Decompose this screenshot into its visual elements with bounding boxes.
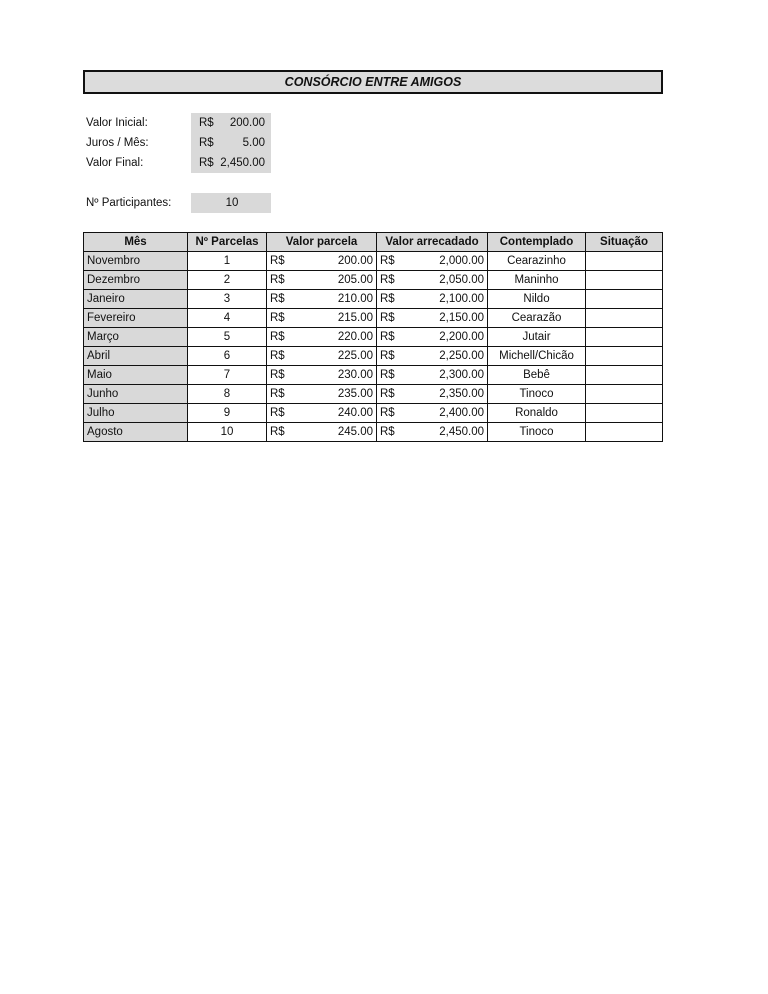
cell-amount: 2,200.00 (439, 331, 484, 343)
cell-mes[interactable] (84, 309, 188, 328)
cell-text: Cearazão (511, 312, 562, 324)
cell-amount: 240.00 (337, 407, 373, 419)
currency-symbol: R$ (270, 388, 285, 400)
cell-mes[interactable] (84, 290, 188, 309)
cell-text: Julho (87, 407, 115, 419)
currency-symbol: R$ (380, 369, 395, 381)
currency-symbol: R$ (270, 350, 285, 362)
cell-text: Ronaldo (515, 407, 558, 419)
currency-symbol: R$ (380, 350, 395, 362)
cell-situacao[interactable] (586, 252, 663, 271)
cell-valor-arrecadado[interactable] (377, 328, 488, 347)
cell-text: 3 (223, 293, 231, 305)
cell-amount: 210.00 (337, 293, 373, 305)
cell-contemplado[interactable] (488, 309, 586, 328)
cell-situacao[interactable] (586, 328, 663, 347)
cell-amount: 2,450.00 (439, 426, 484, 438)
cell-amount: 235.00 (337, 388, 373, 400)
cell-text: Bebê (523, 369, 550, 381)
param-row-participantes (83, 193, 271, 213)
cell-valor-arrecadado[interactable] (377, 347, 488, 366)
cell-mes[interactable] (84, 271, 188, 290)
cell-amount: 2,150.00 (439, 312, 484, 324)
cell-amount: 2,300.00 (439, 369, 484, 381)
param-amount: 2,450.00 (220, 157, 265, 169)
table-row (84, 252, 663, 271)
cell-amount: 220.00 (337, 331, 373, 343)
cell-parcela[interactable] (188, 271, 267, 290)
currency-symbol: R$ (380, 407, 395, 419)
table-row (84, 309, 663, 328)
cell-valor-arrecadado[interactable] (377, 404, 488, 423)
currency-symbol: R$ (380, 293, 395, 305)
param-amount: 5.00 (242, 137, 265, 149)
param-value-participantes[interactable] (191, 193, 271, 213)
cell-valor-parcela[interactable] (267, 271, 377, 290)
currency-symbol: R$ (270, 312, 285, 324)
cell-situacao[interactable] (586, 423, 663, 442)
param-label: Valor Inicial: (86, 117, 148, 129)
cell-amount: 225.00 (337, 350, 373, 362)
sheet-title (83, 70, 663, 94)
cell-text: 1 (223, 255, 231, 267)
cell-text: 7 (223, 369, 231, 381)
cell-text: Jutair (522, 331, 551, 343)
cell-text: Maninho (514, 274, 559, 286)
param-label: Valor Final: (86, 157, 144, 169)
cell-text: Tinoco (519, 388, 554, 400)
table-row (84, 385, 663, 404)
cell-parcela[interactable] (188, 385, 267, 404)
cell-valor-arrecadado[interactable] (377, 271, 488, 290)
cell-situacao[interactable] (586, 404, 663, 423)
header-contemplado[interactable]: Contemplado (488, 233, 586, 252)
cell-amount: 2,000.00 (439, 255, 484, 267)
table-row (84, 347, 663, 366)
cell-amount: 215.00 (337, 312, 373, 324)
cell-valor-arrecadado[interactable] (377, 290, 488, 309)
cell-mes[interactable] (84, 385, 188, 404)
cell-text: Nildo (523, 293, 550, 305)
cell-parcela[interactable] (188, 309, 267, 328)
header-mes[interactable]: Mês (84, 233, 188, 252)
param-value-valor-final[interactable] (191, 153, 271, 173)
cell-text: Cearazinho (507, 255, 566, 267)
currency-symbol: R$ (270, 369, 285, 381)
header-situacao[interactable]: Situação (586, 233, 663, 252)
cell-parcela[interactable] (188, 252, 267, 271)
cell-valor-parcela[interactable] (267, 385, 377, 404)
cell-valor-parcela[interactable] (267, 366, 377, 385)
cell-situacao[interactable] (586, 309, 663, 328)
cell-amount: 2,350.00 (439, 388, 484, 400)
cell-mes[interactable] (84, 328, 188, 347)
cell-contemplado[interactable] (488, 252, 586, 271)
table-row (84, 423, 663, 442)
param-label: Juros / Mês: (86, 137, 149, 149)
table-row (84, 328, 663, 347)
cell-contemplado[interactable] (488, 366, 586, 385)
cell-mes[interactable] (84, 366, 188, 385)
cell-text: Dezembro (87, 274, 141, 286)
cell-amount: 2,400.00 (439, 407, 484, 419)
currency-symbol: R$ (270, 293, 285, 305)
cell-situacao[interactable] (586, 385, 663, 404)
param-amount: 200.00 (229, 117, 265, 129)
cell-text: Tinoco (519, 426, 554, 438)
param-amount: 10 (225, 197, 239, 209)
cell-valor-arrecadado[interactable] (377, 252, 488, 271)
cell-valor-parcela[interactable] (267, 423, 377, 442)
cell-amount: 205.00 (337, 274, 373, 286)
sheet-title-text: CONSÓRCIO ENTRE AMIGOS (284, 75, 462, 89)
table-row (84, 404, 663, 423)
currency-symbol: R$ (199, 117, 214, 129)
cell-contemplado[interactable] (488, 271, 586, 290)
table-row (84, 290, 663, 309)
cell-text: Janeiro (87, 293, 125, 305)
cell-text: Agosto (87, 426, 123, 438)
cell-valor-arrecadado[interactable] (377, 385, 488, 404)
cell-contemplado[interactable] (488, 347, 586, 366)
cell-parcela[interactable] (188, 423, 267, 442)
cell-situacao[interactable] (586, 290, 663, 309)
cell-mes[interactable] (84, 404, 188, 423)
cell-mes[interactable] (84, 423, 188, 442)
cell-text: 8 (223, 388, 231, 400)
param-row-juros-mes (83, 133, 271, 153)
currency-symbol: R$ (270, 331, 285, 343)
cell-contemplado[interactable] (488, 423, 586, 442)
cell-parcela[interactable] (188, 404, 267, 423)
currency-symbol: R$ (380, 312, 395, 324)
cell-amount: 245.00 (337, 426, 373, 438)
cell-amount: 2,100.00 (439, 293, 484, 305)
cell-text: Maio (87, 369, 112, 381)
currency-symbol: R$ (270, 255, 285, 267)
table-header-row (84, 233, 663, 252)
param-row-valor-final (83, 153, 271, 173)
currency-symbol: R$ (199, 157, 214, 169)
cell-mes[interactable] (84, 252, 188, 271)
table-body (84, 252, 663, 442)
cell-situacao[interactable] (586, 366, 663, 385)
param-value-juros-mes[interactable] (191, 133, 271, 153)
cell-amount: 230.00 (337, 369, 373, 381)
cell-text: 6 (223, 350, 231, 362)
cell-mes[interactable] (84, 347, 188, 366)
cell-text: 2 (223, 274, 231, 286)
cell-parcela[interactable] (188, 347, 267, 366)
currency-symbol: R$ (380, 255, 395, 267)
cell-valor-arrecadado[interactable] (377, 423, 488, 442)
spacer (83, 173, 271, 193)
cell-situacao[interactable] (586, 271, 663, 290)
cell-contemplado[interactable] (488, 385, 586, 404)
cell-amount: 200.00 (337, 255, 373, 267)
parameters-block (83, 113, 271, 213)
cell-valor-parcela[interactable] (267, 328, 377, 347)
table-row (84, 366, 663, 385)
cell-valor-parcela[interactable] (267, 309, 377, 328)
header-valor-parcela[interactable]: Valor parcela (267, 233, 377, 252)
currency-symbol: R$ (380, 274, 395, 286)
cell-valor-parcela[interactable] (267, 404, 377, 423)
cell-contemplado[interactable] (488, 404, 586, 423)
currency-symbol: R$ (270, 407, 285, 419)
cell-situacao[interactable] (586, 347, 663, 366)
cell-valor-parcela[interactable] (267, 252, 377, 271)
currency-symbol: R$ (380, 426, 395, 438)
cell-contemplado[interactable] (488, 290, 586, 309)
installments-table (83, 232, 663, 442)
param-label: Nº Participantes: (86, 197, 172, 209)
cell-valor-arrecadado[interactable] (377, 366, 488, 385)
cell-contemplado[interactable] (488, 328, 586, 347)
currency-symbol: R$ (270, 426, 285, 438)
cell-valor-parcela[interactable] (267, 347, 377, 366)
cell-text: 10 (220, 426, 234, 438)
cell-text: Março (87, 331, 119, 343)
header-valor-arrecadado[interactable]: Valor arrecadado (377, 233, 488, 252)
cell-text: 5 (223, 331, 231, 343)
currency-symbol: R$ (199, 137, 214, 149)
cell-text: Michell/Chicão (499, 350, 574, 362)
currency-symbol: R$ (270, 274, 285, 286)
table-row (84, 271, 663, 290)
header-parcelas[interactable]: Nº Parcelas (188, 233, 267, 252)
cell-text: Fevereiro (87, 312, 136, 324)
cell-amount: 2,250.00 (439, 350, 484, 362)
cell-valor-parcela[interactable] (267, 290, 377, 309)
cell-text: Junho (87, 388, 119, 400)
cell-parcela[interactable] (188, 328, 267, 347)
cell-amount: 2,050.00 (439, 274, 484, 286)
currency-symbol: R$ (380, 331, 395, 343)
param-value-valor-inicial[interactable] (191, 113, 271, 133)
cell-text: 4 (223, 312, 231, 324)
cell-parcela[interactable] (188, 366, 267, 385)
cell-text: Abril (87, 350, 111, 362)
param-row-valor-inicial (83, 113, 271, 133)
cell-valor-arrecadado[interactable] (377, 309, 488, 328)
cell-parcela[interactable] (188, 290, 267, 309)
cell-text: Novembro (87, 255, 141, 267)
currency-symbol: R$ (380, 388, 395, 400)
cell-text: 9 (223, 407, 231, 419)
